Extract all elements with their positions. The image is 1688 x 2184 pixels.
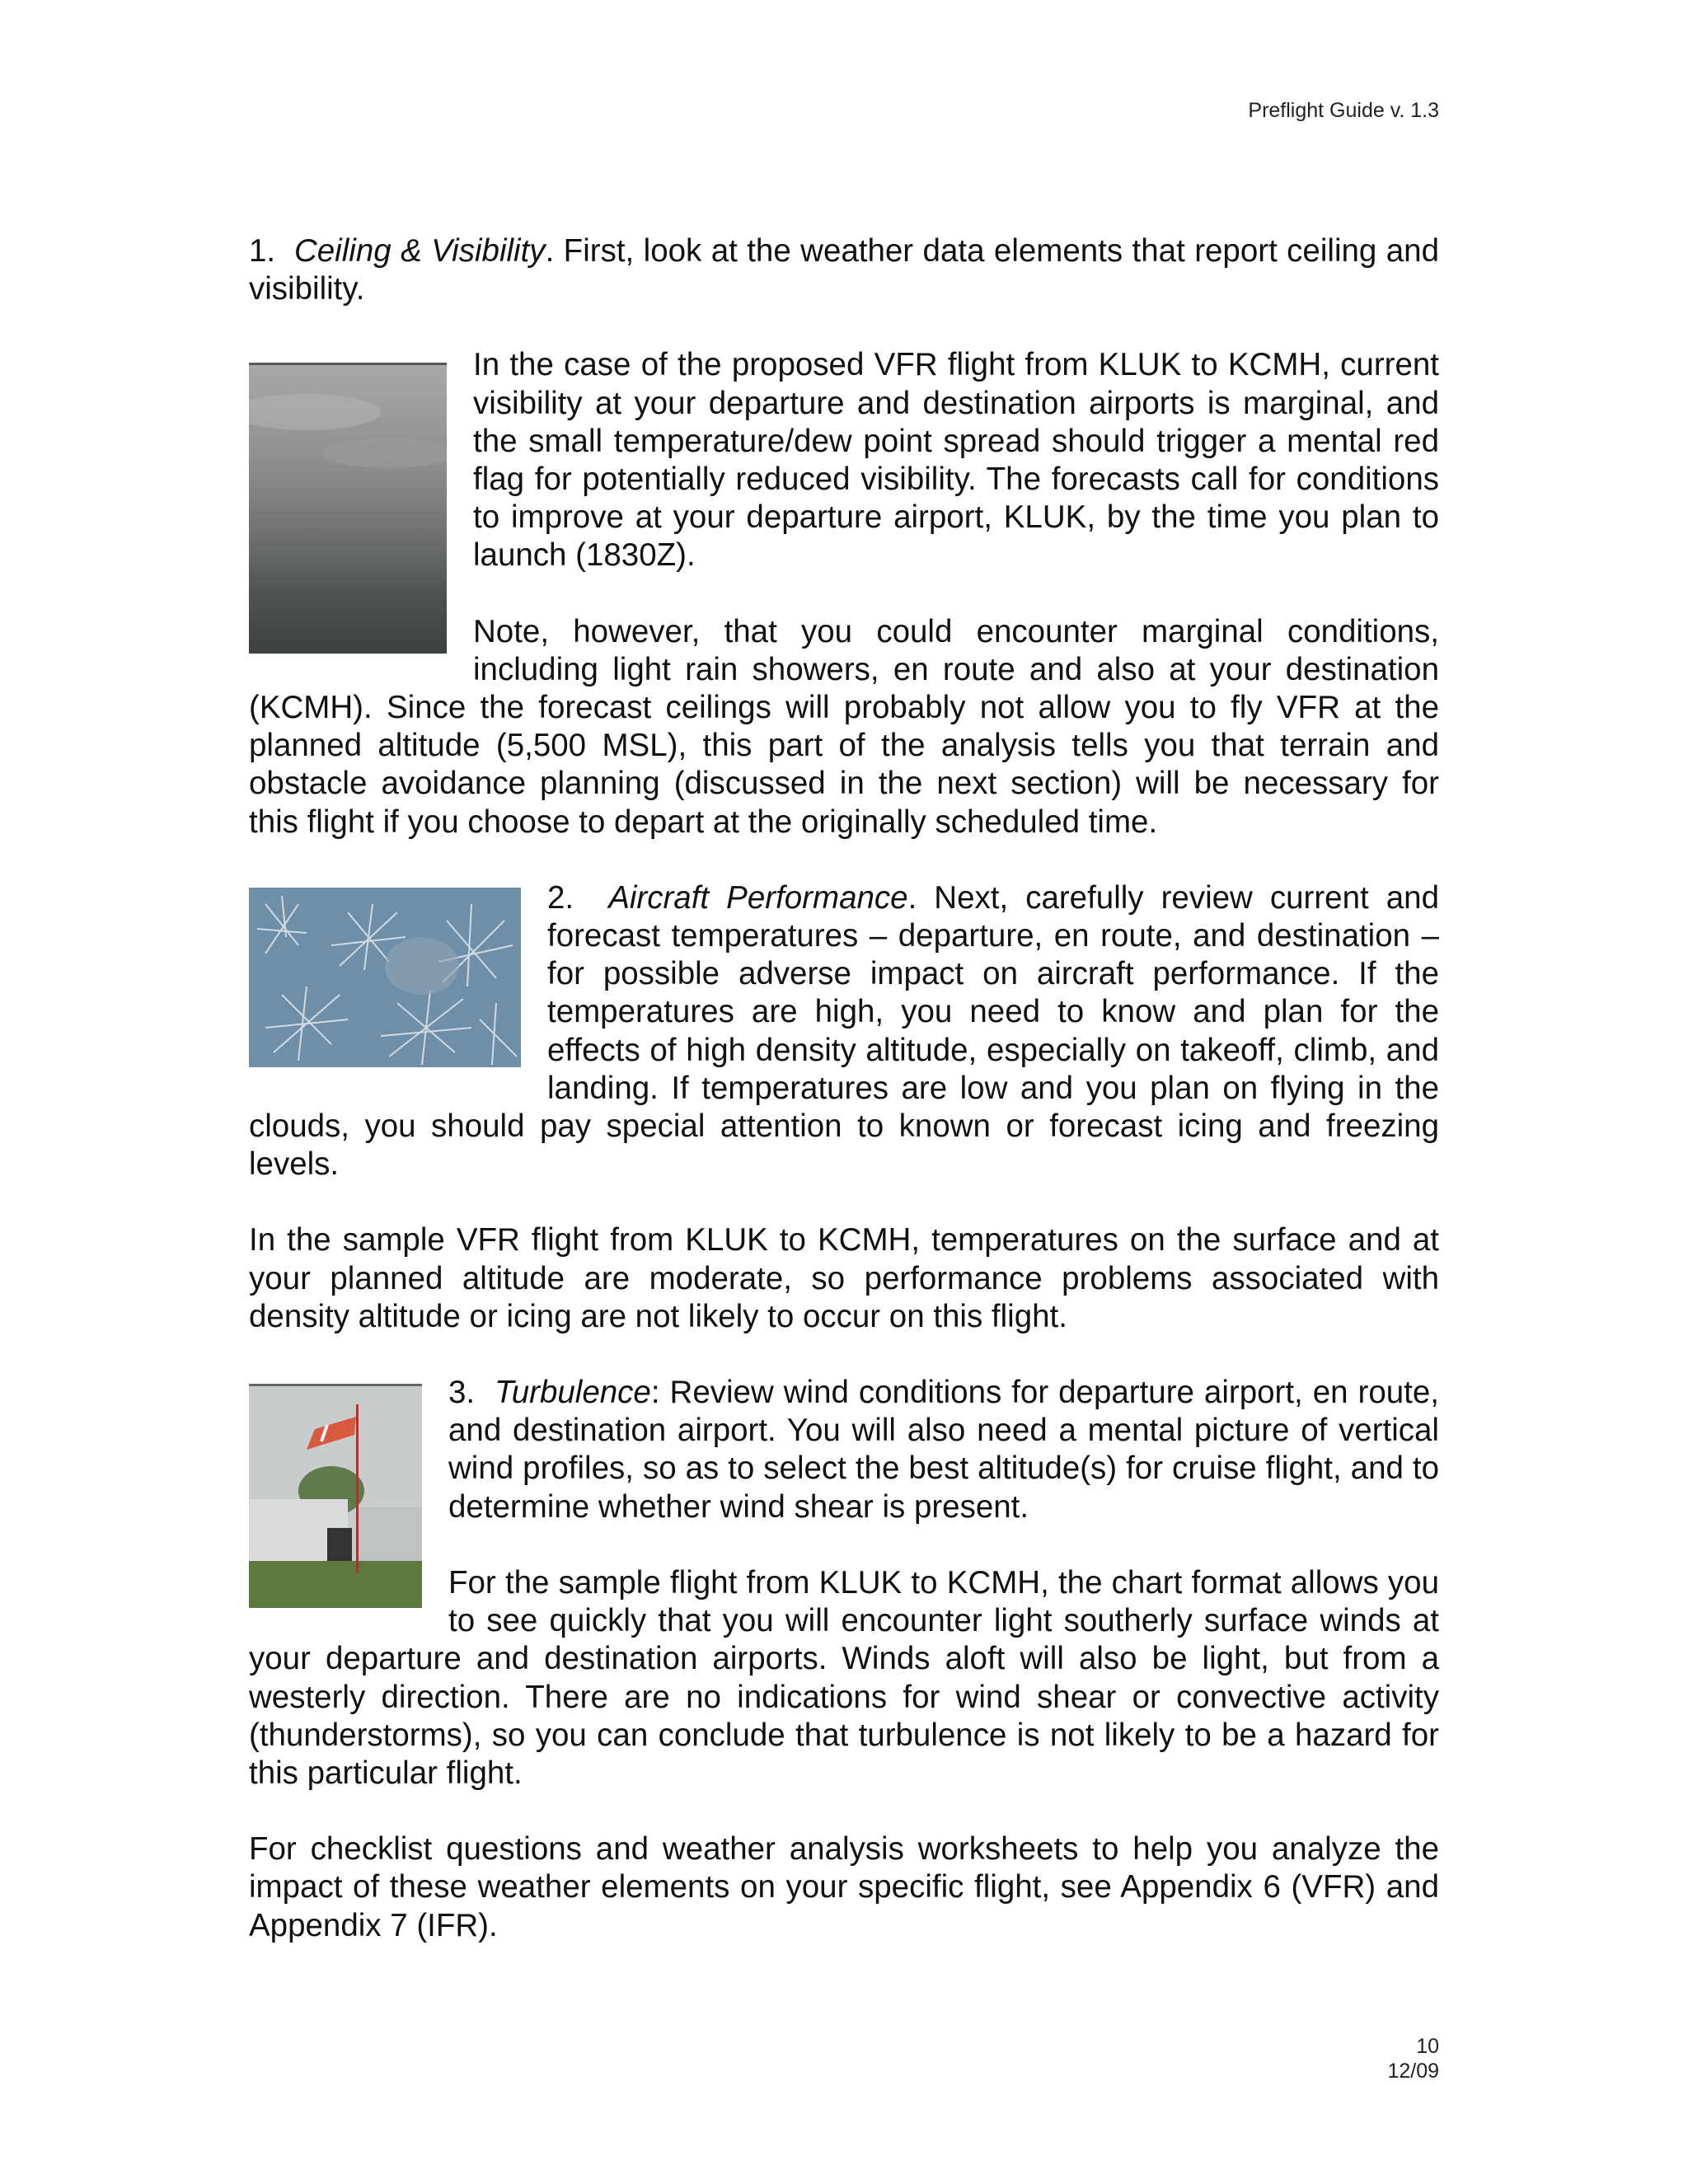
section-2-number: 2. [547, 879, 574, 916]
section-3-paragraph-2: For the sample flight from KLUK to KCMH, the chart format allows you to see quickly that you will encounter light southerly surface winds at your departure and destination airports. Winds aloft will also be light, but from a westerly direction. There are no indications for wind shear or convective activity (thunderstorms), so you can conclude that turbulence is not likely to be a hazard for this particular flight. [249, 1564, 1439, 1791]
page-footer [1387, 2034, 1439, 2083]
section-1-paragraph-2: Note, however, that you could encounter marginal conditions, including light rain showers, en route and also at your destination (KCMH). Since the forecast ceilings will probably not allow you to fly VFR at the planned altitude (5,500 MSL), this part of the analysis tells you that terrain and obstacle avoidance planning (discussed in the next section) will be necessary for this flight if you choose to depart at the originally scheduled time. [249, 613, 1439, 840]
overcast-sky-photo [249, 363, 447, 654]
closing-paragraph: For checklist questions and weather analysis worksheets to help you analyze the impact of these weather elements on your specific flight, see Appendix 6 (VFR) and Appendix 7 (IFR). [249, 1831, 1439, 1943]
page-header: Preflight Guide v. 1.3 [1248, 99, 1439, 122]
windsock-photo [249, 1384, 422, 1608]
section-3-paragraph-1 [249, 1374, 1439, 1526]
section-2-paragraph-2: In the sample VFR flight from KLUK to KCMH, temperatures on the surface and at your planned altitude are moderate, so performance problems associated with density altitude or icing are not likely to occur on this flight. [249, 1222, 1439, 1334]
section-1-intro: . First, look at the weather data elements that report ceiling and visibility. [249, 233, 1439, 307]
section-3-number: 3. [448, 1375, 476, 1411]
page-date: 12/09 [1387, 2060, 1439, 2083]
section-3-title: Turbulence [495, 1375, 651, 1411]
section-1-paragraph-1: In the case of the proposed VFR flight from KLUK to KCMH, current visibility at your departure and destination airports is marginal, and the small temperature/dew point spread should trigger a mental red flag for potentially reduced visibility. The forecasts call for conditions to improve at your departure airport, KLUK, by the time you plan to launch (1830Z). [473, 347, 1439, 574]
section-2-text: . Next, carefully review current and forecast temperatures – departure, en route, and destination – for possible adverse impact on aircraft performance. If the temperatures are high, you need to know and plan for the effects of high density altitude, especially on takeoff, climb, and landing. If temperatures are low and you plan on flying in the clouds, you should pay special attention to known or forecast icing and freezing levels. [249, 879, 1439, 1183]
section-3-text: : Review wind conditions for departure airport, en route, and destination airport. You will also need a mental picture of vertical wind profiles, so as to select the best altitude(s) for cruise flight, and to determine whether wind shear is present. [448, 1375, 1439, 1525]
section-1-number: 1. [249, 233, 276, 269]
section-1-title: Ceiling & Visibility [293, 233, 546, 269]
frost-icing-photo [249, 888, 521, 1067]
page-number: 10 [1416, 2035, 1439, 2058]
section-2-title: Aircraft Performance [608, 879, 908, 916]
section-1-heading [249, 232, 1439, 308]
document-body [249, 232, 1439, 1983]
